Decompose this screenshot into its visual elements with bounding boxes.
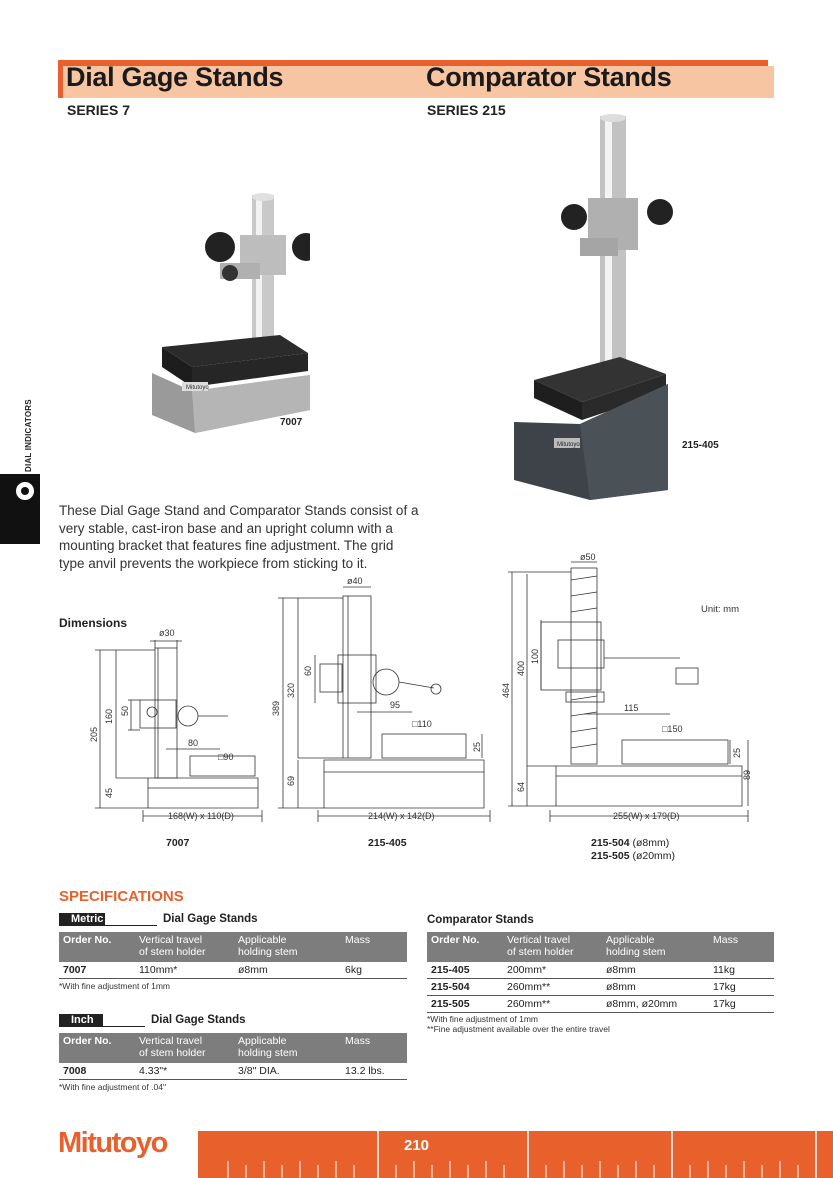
inch-dial-caption: Dial Gage Stands [151,1014,246,1026]
metric-footnote: *With fine adjustment of 1mm [59,981,171,991]
metric-dial-caption: Dial Gage Stands [163,913,258,925]
dim-215504-150: □150 [662,724,683,734]
dim-215504-89: 89 [742,769,752,780]
dimensions-title: Dimensions [59,616,128,630]
page-number: 210 [404,1137,430,1154]
col-mass: Mass [341,932,407,962]
dim-7007-160: 160 [104,708,114,724]
col-order-no: Order No. [59,932,135,962]
table-row: 215-505 260mm** ø8mm, ø20mm 17kg [427,996,774,1013]
table-row: 7007 110mm* ø8mm 6kg [59,962,407,979]
col-order-no: Order No. [427,932,503,962]
col-stem: Applicable holding stem [234,1033,341,1063]
side-tab-label: DIAL INDICATORS [24,399,33,472]
col-stem: Applicable holding stem [602,932,709,962]
dim-215504-base: 255(W) x 179(D) [613,811,680,821]
unit-label: Unit: mm [701,604,739,615]
footer-band [198,1131,833,1178]
comparator-table [427,932,774,1013]
dim-215405-69: 69 [286,775,296,786]
dim-7007-205: 205 [89,726,99,742]
drawing-label-7007: 7007 [166,837,190,849]
comparator-footnote-2: **Fine adjustment available over the entire travel [427,1024,610,1034]
photo-label-215-405: 215-405 [682,440,719,451]
dim-215405-95: 95 [390,700,401,710]
col-order-no: Order No. [59,1033,135,1063]
drawing-7007 [95,640,262,822]
svg-text:Mitutoyo: Mitutoyo [186,385,209,391]
dim-215504-115: 115 [624,703,639,713]
inch-footnote: *With fine adjustment of .04" [59,1082,166,1092]
comparator-footnote-1: *With fine adjustment of 1mm [427,1014,539,1024]
dim-7007-90: □90 [218,752,234,762]
dim-215504-400: 400 [516,660,526,676]
dim-215504-464: 464 [501,682,511,698]
dim-7007-50: 50 [120,705,130,716]
dim-215504-25: 25 [732,747,742,758]
specifications-heading: SPECIFICATIONS [59,888,184,905]
dim-7007-45: 45 [104,787,114,798]
metric-tag-rule [105,925,157,926]
dim-215405-25: 25 [472,741,482,752]
metric-tag: Metric [59,913,105,926]
page-title-left: Dial Gage Stands [66,62,284,92]
col-travel: Vertical travel of stem holder [503,932,602,962]
col-stem: Applicable holding stem [234,932,341,962]
dim-215405-60: 60 [303,665,313,676]
dim-215405-110: □110 [412,719,432,729]
dim-7007-80: 80 [188,738,199,748]
dim-215504-100: 100 [530,648,540,664]
series-left: SERIES 7 [67,102,131,118]
dim-215405-base: 214(W) x 142(D) [368,811,435,821]
col-mass: Mass [709,932,774,962]
photo-label-7007: 7007 [280,417,303,428]
table-row: 7008 4.33"* 3/8" DIA. 13.2 lbs. [59,1063,407,1080]
inch-dial-table [59,1033,407,1080]
dim-215405-389: 389 [271,700,281,716]
inch-tag-rule [103,1026,145,1027]
series-right: SERIES 215 [427,102,506,118]
col-travel: Vertical travel of stem holder [135,1033,234,1063]
drawing-label-215-505: 215-505 (ø20mm) [591,850,676,862]
svg-text:Mitutoyo: Mitutoyo [557,442,580,448]
drawing-label-215-504: 215-504 (ø8mm) [591,837,670,849]
page-title-right: Comparator Stands [426,62,672,92]
col-travel: Vertical travel of stem holder [135,932,234,962]
inch-tag: Inch [59,1014,103,1027]
product-description: These Dial Gage Stand and Comparator Stands consist of a very stable, cast-iron base and an upright column with a mounting bracket that features fine adjustment. The grid type anvil prevents the workpiece from sticking to it. [59,503,419,571]
ruler-ticks [198,1131,833,1178]
dim-7007-base: 168(W) x 110(D) [168,811,234,821]
dim-215504-dia: ø50 [580,552,596,562]
dim-7007-dia: ø30 [159,628,175,638]
drawing-215-504 [508,562,748,822]
dim-215405-dia: ø40 [347,576,363,586]
dim-215504-64: 64 [516,781,526,792]
drawing-215-405 [278,587,490,822]
table-row: 215-405 200mm* ø8mm 11kg [427,962,774,979]
dim-215405-320: 320 [286,682,296,698]
table-row: 215-504 260mm** ø8mm 17kg [427,979,774,996]
metric-dial-table [59,932,407,979]
drawing-label-215-405: 215-405 [368,837,407,849]
mitutoyo-logo: Mitutoyo [58,1127,167,1159]
comparator-caption: Comparator Stands [427,914,534,926]
col-mass: Mass [341,1033,407,1063]
